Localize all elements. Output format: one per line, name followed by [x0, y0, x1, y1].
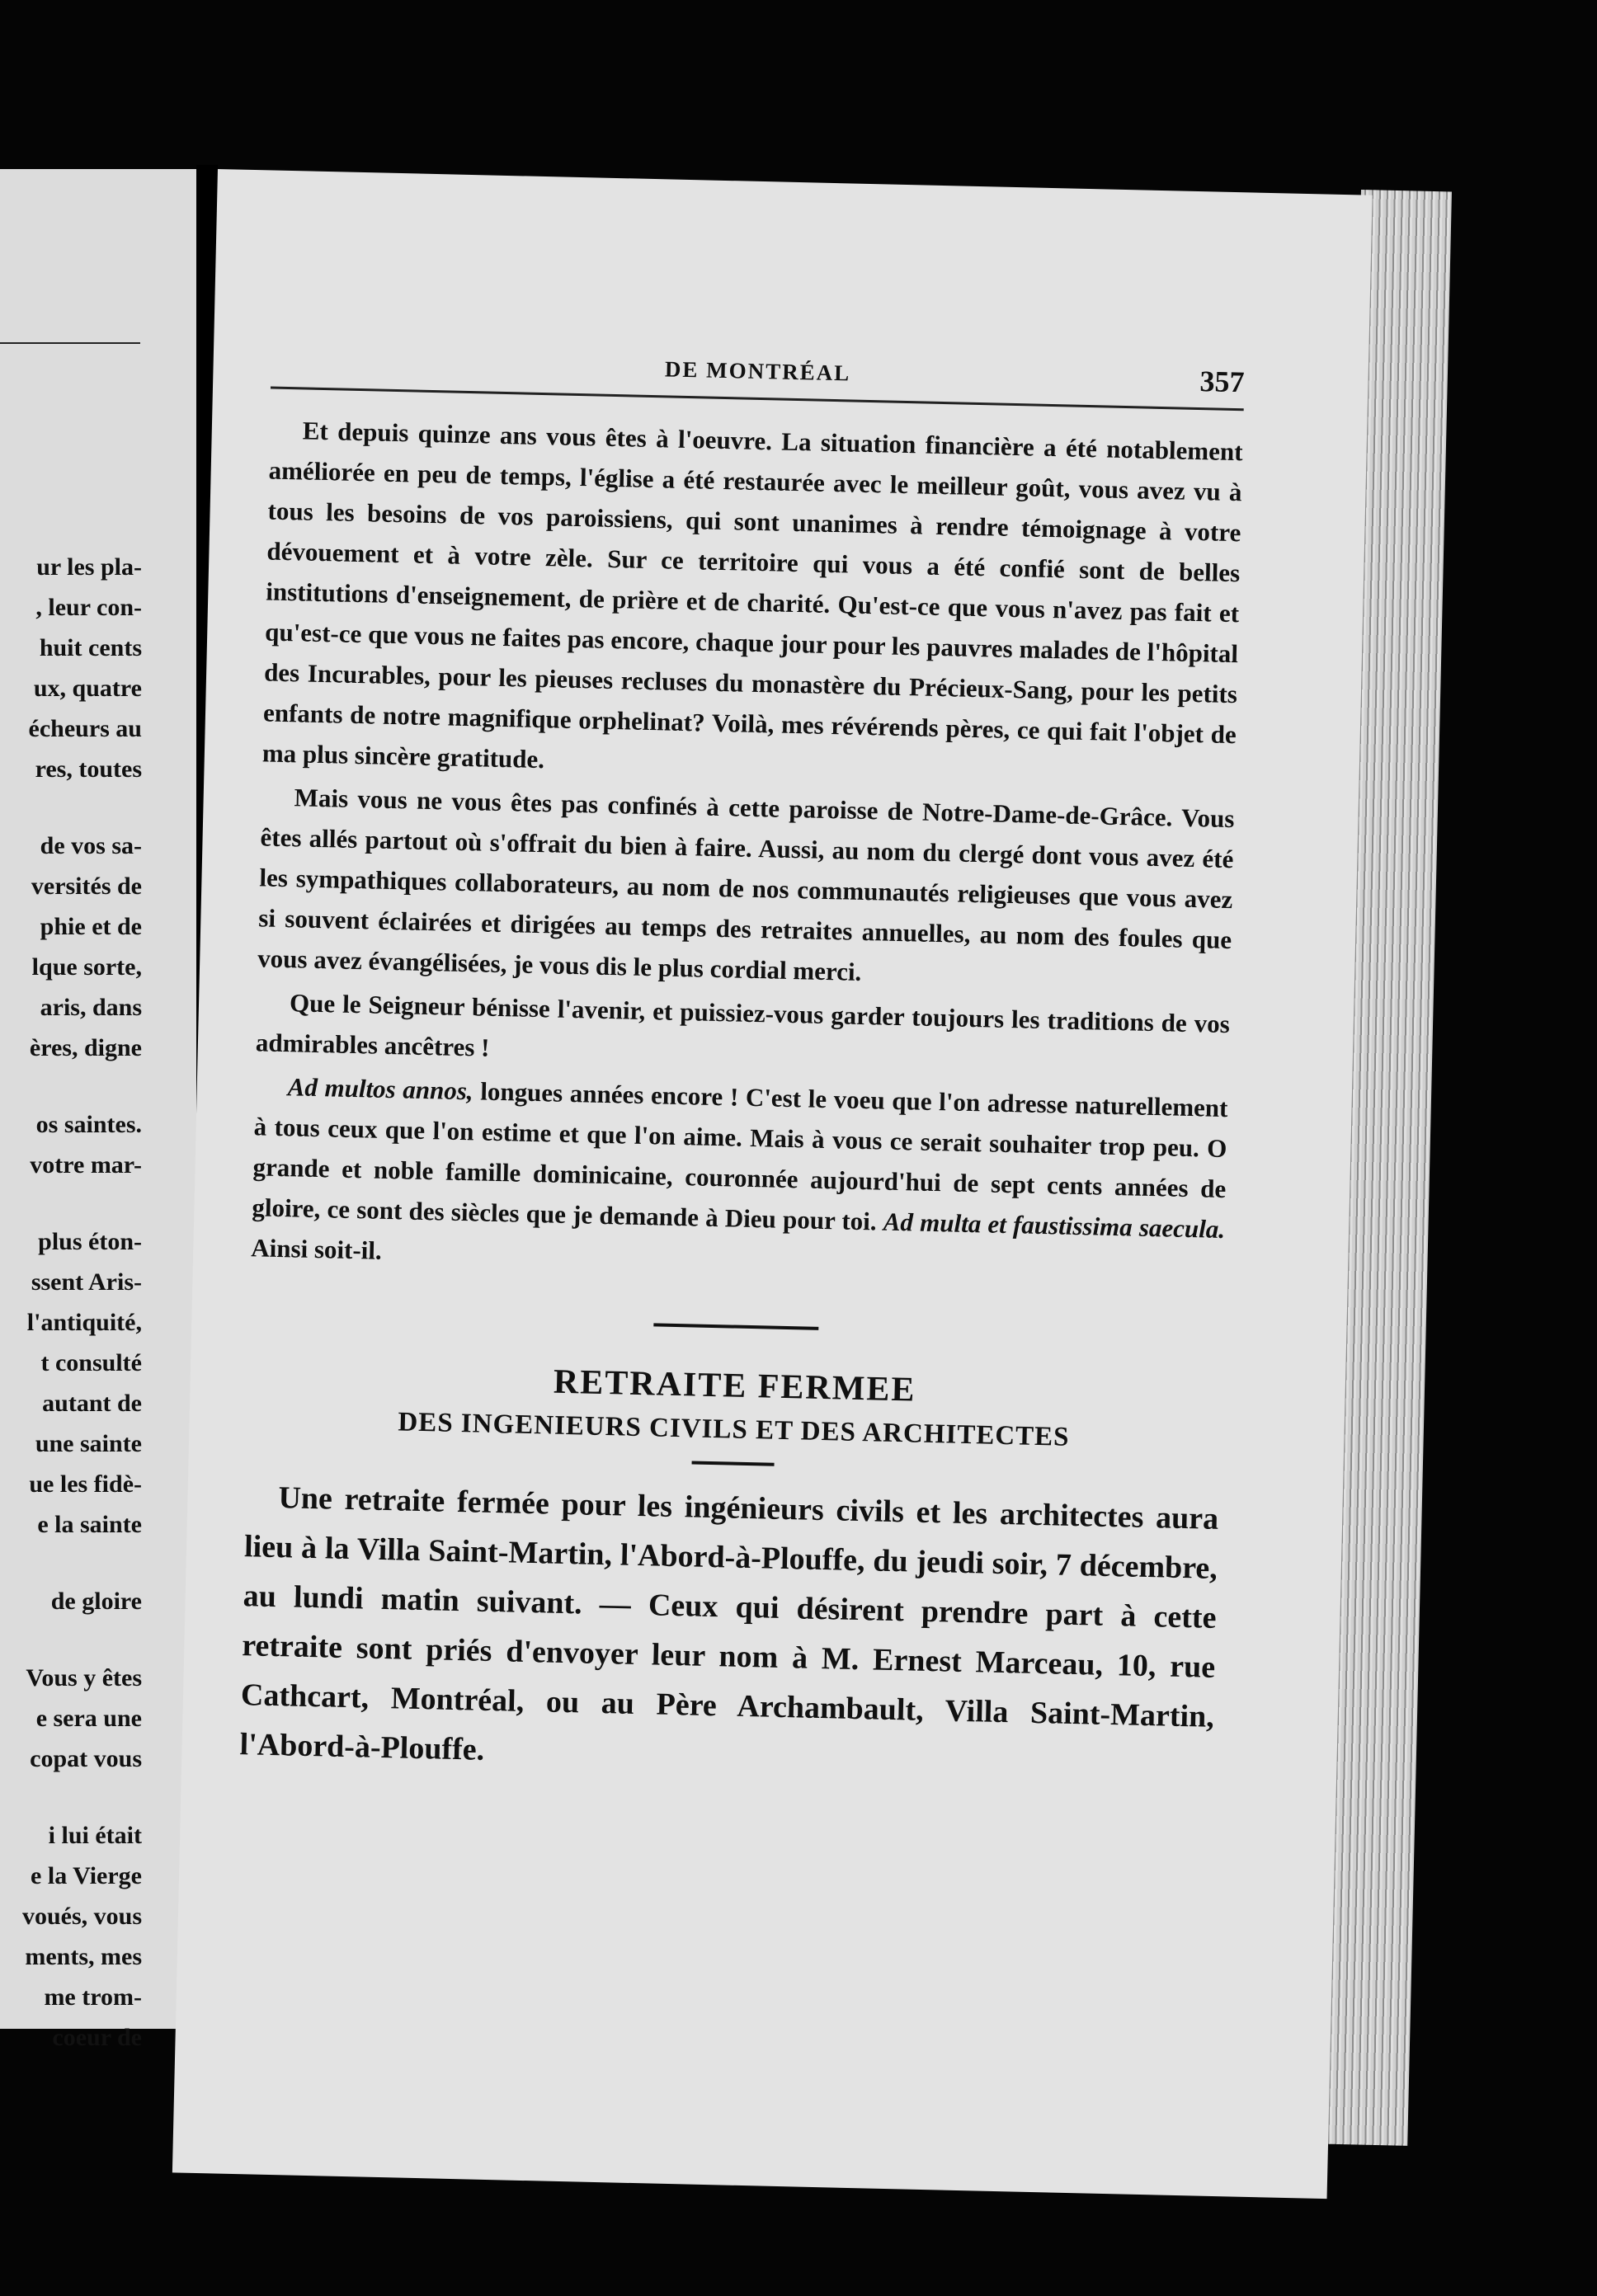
- retreat-title: RETRAITE FERMEE: [553, 1362, 916, 1409]
- running-title: DE MONTRÉAL: [664, 356, 851, 386]
- paragraph-thanks: Mais vous ne vous êtes pas confinés à cette paroisse de Notre-Dame-de-Grâce. Vous êtes allés partout où s'offrait du bien à faire. Aussi, au nom du clergé dont vous avez été les sympathiques collaborateurs, au nom de nos communautés religieuses que vous avez si souvent éclairées et dirigées au temps des retraites annuelles, au nom des foules que vous avez évangélisées, je vous dis le plus cordial merci.: [257, 783, 1235, 986]
- previous-page-line: lque sorte,: [31, 953, 142, 981]
- previous-page-line: voués, vous: [21, 1903, 142, 1930]
- retreat-text: Une retraite fermée pour les ingénieurs civils et les architectes aura lieu à la Villa Saint-Martin, l'Abord-à-Plouffe, du jeudi soir, 7 décembre, au lundi matin suivant. — Ceux qui désirent prendre part à cette retraite sont priés d'envoyer leur nom à M. Ernest Marceau, 10, rue Cathcart, Montréal, ou au Père Archambault, Villa Saint-Martin, l'Abord-à-Plouffe.: [239, 1480, 1219, 1767]
- previous-page-line: ur les pla-: [36, 553, 142, 581]
- previous-page-line: coeur de: [52, 2024, 142, 2051]
- running-head: [271, 348, 1245, 412]
- previous-page-line: me trom-: [44, 1983, 142, 2011]
- page-body: [239, 410, 1243, 1791]
- previous-page-line: une sainte: [35, 1430, 142, 1457]
- previous-page-line: autant de: [42, 1390, 142, 1417]
- previous-page-line: plus éton-: [38, 1228, 142, 1255]
- previous-page-line: ux, quatre: [33, 675, 142, 702]
- previous-page-line: huit cents: [39, 634, 142, 661]
- previous-page-line: ssent Aris-: [31, 1268, 142, 1296]
- previous-page-line: [0, 1545, 196, 1581]
- latin-phrase-opening: Ad multos annos,: [287, 1072, 474, 1106]
- closing-text: longues années encore ! C'est le voeu que l'on adresse naturellement à tous ceux que l'on estime et que l'on aime. Mais à vous ce serait souhaiter trop peu. O grande et noble famille dominicaine, couronnée aujourd'hui de sept cents années de gloire, ce sont des siècles que je demande à Dieu pour toi.: [252, 1076, 1228, 1236]
- previous-page-line: Vous y êtes: [26, 1664, 142, 1691]
- page-number: 357: [1199, 365, 1245, 399]
- retreat-notice: [239, 1355, 1222, 1791]
- retreat-body: [239, 1472, 1219, 1791]
- previous-page-line: l'antiquité,: [26, 1309, 142, 1336]
- previous-page-line: i lui était: [48, 1822, 142, 1849]
- previous-page-head-rule: [0, 342, 140, 344]
- previous-page-line: [0, 1621, 196, 1658]
- previous-page-text: [0, 547, 196, 2058]
- previous-page-line: aris, dans: [40, 994, 142, 1021]
- closing-amen: Ainsi soit-il.: [250, 1233, 383, 1265]
- previous-page-line: [0, 789, 196, 826]
- previous-page-line: [0, 1185, 196, 1221]
- retreat-subtitle: DES INGENIEURS CIVILS ET DES ARCHITECTES: [398, 1407, 1070, 1452]
- previous-page-line: res, toutes: [35, 755, 142, 783]
- previous-page-line: os saintes.: [35, 1111, 142, 1138]
- previous-page-line: versités de: [31, 873, 142, 900]
- previous-page-line: votre mar-: [30, 1151, 142, 1179]
- retreat-title-rule: [692, 1461, 775, 1466]
- previous-page-line: ments, mes: [25, 1943, 142, 1970]
- latin-phrase-closing: Ad multa et faustissima saecula.: [883, 1207, 1226, 1244]
- previous-page-line: t consulté: [40, 1349, 142, 1376]
- book-page: [172, 169, 1373, 2199]
- previous-page-line: [0, 1068, 196, 1104]
- paragraph-blessing: Que le Seigneur bénisse l'avenir, et puissiez-vous garder toujours les traditions de vos admirables ancêtres !: [255, 988, 1231, 1062]
- previous-page-line: de gloire: [50, 1588, 142, 1615]
- previous-page-line: phie et de: [40, 913, 142, 940]
- previous-page-line: de vos sa-: [40, 832, 142, 859]
- previous-page-line: ue les fidè-: [29, 1470, 142, 1498]
- section-separator: [653, 1323, 818, 1330]
- previous-page-line: copat vous: [30, 1745, 142, 1772]
- previous-page-line: ères, digne: [29, 1034, 142, 1061]
- paragraph-closing: [251, 1066, 1228, 1290]
- previous-page-line: , leur con-: [35, 594, 142, 621]
- previous-page-line: écheurs au: [28, 715, 142, 742]
- previous-page-line: e la Vierge: [31, 1862, 142, 1889]
- paragraph-gratitude: Et depuis quinze ans vous êtes à l'oeuvre. La situation financière a été notablement améliorée en peu de temps, l'église a été restaurée avec le meilleur goût, vous avez vu à tous les besoins de vos paroissiens, qui sont unanimes à rendre témoignage à votre dévouement et à votre zèle. Sur ce territoire qui vous a été confié sont de belles institutions d'enseignement, de prière et de charité. Qu'est-ce que vous n'avez pas fait et qu'est-ce que vous ne faites pas encore, chaque jour pour les pauvres malades de l'hôpital des Incurables, pour les pieuses recluses du monastère du Précieux-Sang, pour les petits enfants de notre magnifique orphelinat? Voilà, mes révérends pères, ce qui fait l'objet de ma plus sincère gratitude.: [261, 416, 1243, 774]
- previous-page-line: [0, 1779, 196, 1815]
- previous-page-fragment: [0, 169, 196, 2051]
- previous-page-line: e la sainte: [37, 1511, 142, 1538]
- previous-page-line: e sera une: [35, 1705, 142, 1732]
